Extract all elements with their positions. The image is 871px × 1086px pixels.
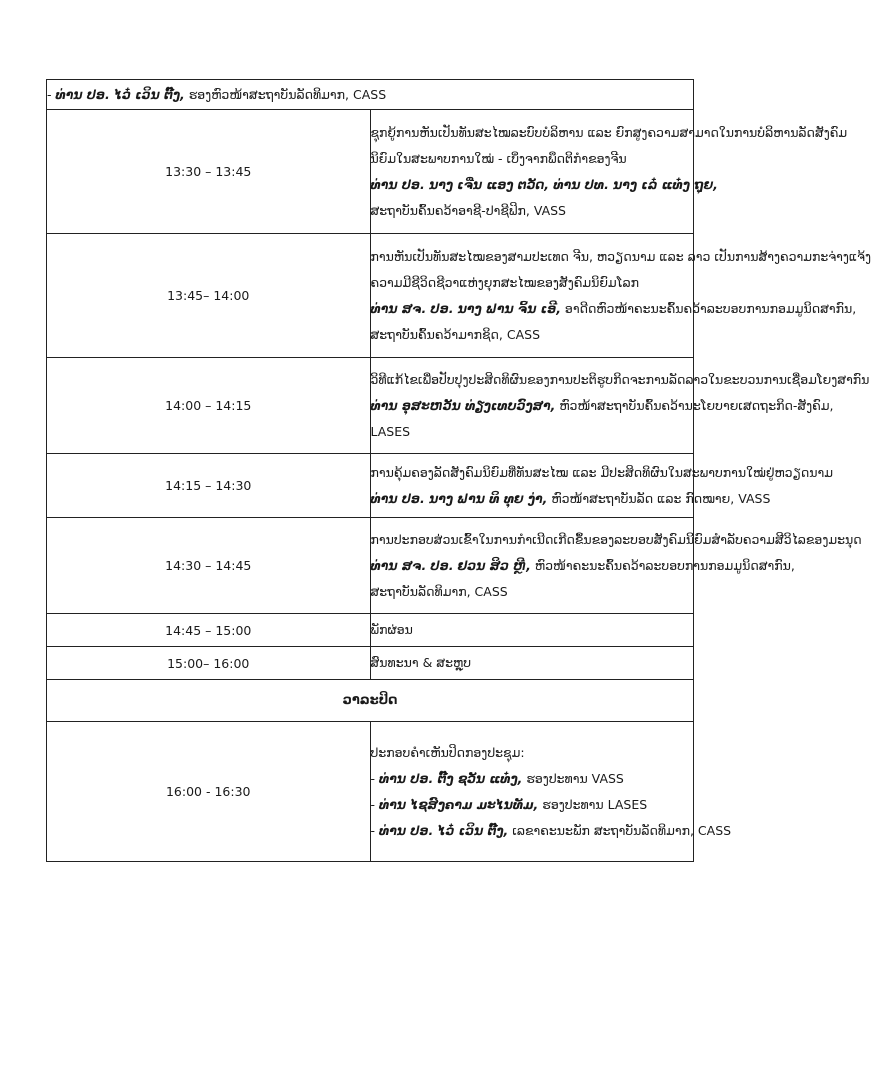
speaker-name: ທ່ານ ປອ. ໄວ໋ ເວິນ ຕົ໊ງ,	[55, 86, 185, 102]
speaker-name: ທ່ານ ສຈ. ປອ. ຢວນ ສິວ ຫຼີ,	[370, 557, 531, 573]
schedule-row	[47, 614, 694, 647]
content-line	[371, 650, 694, 676]
session-content	[370, 722, 732, 862]
session-content	[370, 358, 870, 454]
bullet-dash: -	[370, 796, 379, 812]
time-slot: 13:30 – 13:45	[47, 110, 371, 234]
content-line	[370, 393, 834, 419]
speaker-name: ທ່ານ ປອ. ຕົ໊ງ ຊວັນ ແທ໋ງ,	[378, 770, 523, 786]
content-line	[370, 460, 833, 486]
content-line	[371, 766, 694, 792]
line-text: ສະຖາບັນລັດທິມາກ, CASS	[370, 583, 508, 599]
schedule-row	[47, 722, 694, 862]
line-text: ຫົວໜ້າຄະນະຄົ້ນຄວ້າລະບອບການກອມມູນິດສາກົນ,	[530, 557, 795, 573]
line-text: ນິຍົມໃນສະພາບການໃໝ່ - ເບິ່ງຈາກພຶດຕິກຳຂອງຈີນ	[370, 150, 627, 166]
line-text: ສະຖາບັນຄົ້ນຄວ້າອາຊີ-ປາຊີຟິກ, VASS	[370, 202, 566, 218]
session-content	[370, 234, 871, 358]
line-text: ຄວາມມີຊີວິດຊີວາແຫ່ງຍຸກສະໄໝຂອງສັງຄົມນິຍົມໂລກ	[370, 274, 639, 290]
content-line	[370, 527, 862, 553]
line-text: ການຄຸ້ມຄອງລັດສັງຄົມນິຍົມທີ່ທັນສະໄໝ ແລະ ມີປະສິດທິຜົນໃນສະພາບການໃໝ່ຢູ່ຫວຽດນາມ	[370, 464, 833, 480]
schedule-row	[47, 358, 694, 454]
line-text: ວິທີແກ້ໄຂເພື່ອປັບປຸງປະສິດທິຜົນຂອງການປະຕິຮູບກິດຈະການລັດລາວໃນຂະບວນການເຊື່ອມໂຍງສາກົນ	[370, 371, 870, 387]
line-text: ເລຂາຄະນະພັກ ສະຖາບັນລັດທິມາກ, CASS	[508, 822, 732, 838]
speaker-name: ທ່ານ ປອ. ນາງ ຟານ ທິ ທຸຍ ງ່າ,	[370, 490, 548, 506]
content-line	[371, 617, 694, 643]
schedule-row	[47, 454, 694, 518]
full-width-cell	[47, 80, 694, 110]
section-heading-row	[47, 680, 694, 722]
content-line	[371, 792, 694, 818]
content-line	[371, 740, 694, 766]
line-text: ຮອງປະທານ LASES	[538, 796, 648, 812]
schedule-row	[47, 234, 694, 358]
schedule-row	[47, 647, 694, 680]
time-slot: 13:45– 14:00	[47, 234, 371, 358]
schedule-body	[47, 80, 871, 862]
content-line	[370, 172, 718, 198]
speaker-name: ທ່ານ ອຸສະຫວັນ ທ່ຽງເທບວົງສາ,	[370, 397, 556, 413]
time-slot: 15:00– 16:00	[47, 647, 371, 680]
line-text: ປະກອບຄຳເຫັນປິດກອງປະຊຸມ:	[370, 744, 525, 760]
content-line	[370, 244, 871, 270]
content-line	[47, 82, 693, 108]
content-line	[370, 818, 732, 844]
content-line	[370, 553, 795, 579]
time-slot: 14:30 – 14:45	[47, 518, 371, 614]
session-content	[370, 518, 862, 614]
content-line	[371, 198, 694, 224]
line-text: ຮອງຫົວໜ້າສະຖາບັນລັດທິມາກ, CASS	[184, 86, 387, 102]
session-content	[370, 614, 694, 647]
content-line	[371, 322, 694, 348]
line-text: ຮອງປະທານ VASS	[522, 770, 624, 786]
line-text: ການຫັນເປັນທັນສະໄໝຂອງສາມປະເທດ ຈີນ, ຫວຽດນາມ ແລະ ລາວ ເປັນການສ້າງຄວາມກະຈ່າງແຈ້ງ	[370, 248, 871, 264]
session-content	[370, 647, 694, 680]
session-content	[370, 110, 848, 234]
session-content	[370, 454, 833, 518]
time-slot: 14:00 – 14:15	[47, 358, 371, 454]
content-line	[370, 296, 857, 322]
schedule-table	[46, 79, 871, 862]
speaker-name: ທ່ານ ສຈ. ປອ. ນາງ ຟານ ຈິ້ນ ເອີ,	[370, 300, 561, 316]
bullet-dash: -	[370, 770, 379, 786]
line-text: ອາດີດຫົວໜ້າຄະນະຄົ້ນຄວ້າລະບອບການກອມມູນິດສາກົນ,	[560, 300, 857, 316]
content-line	[370, 120, 848, 146]
content-line	[371, 419, 694, 445]
schedule-row	[47, 518, 694, 614]
time-slot: 14:45 – 15:00	[47, 614, 371, 647]
speaker-name: ທ່ານ ໄຊສົງຄາມ ມະໄນທັມ,	[378, 796, 539, 812]
speaker-name: ທ່ານ ປອ. ນາງ ເຈີ່ນ ແອງ ຕວັດ, ທ່ານ ປທ. ນາງ ເລ໋ ແທ໋ງ ຖຸຍ,	[370, 176, 718, 192]
bullet-dash: -	[370, 822, 379, 838]
line-text: ຫົວໜ້າສະຖາບັນລັດ ແລະ ກົດໝາຍ, VASS	[547, 490, 771, 506]
schedule-row	[47, 80, 694, 110]
content-line	[371, 270, 694, 296]
content-line	[370, 486, 771, 512]
time-slot: 14:15 – 14:30	[47, 454, 371, 518]
time-slot: 16:00 - 16:30	[47, 722, 371, 862]
line-text: ການປະກອບສ່ວນເຂົ້າໃນການກຳເນີດເກີດຂຶ້ນຂອງລະບອບສັງຄົມນິຍົມສຳລັບຄວາມສີວິໄລຂອງມະນຸດ	[370, 531, 862, 547]
line-text: ຊຸກຍູ້ການຫັນເປັນທັນສະໄໝລະບົບບໍລິຫານ ແລະ ຍົກສູງຄວາມສາມາດໃນການບໍລິຫານລັດສັງຄົມ	[370, 124, 848, 140]
line-text: LASES	[370, 423, 411, 439]
bullet-dash: -	[47, 86, 56, 102]
content-line	[370, 367, 870, 393]
schedule-row	[47, 110, 694, 234]
line-text: ຫົວໜ້າສະຖາບັນຄົ້ນຄວ້ານະໂຍບາຍເສດຖະກິດ-ສັງຄົມ,	[555, 397, 834, 413]
content-line	[371, 146, 694, 172]
line-text: ສະຖາບັນຄົ້ນຄວ້າມາກຊິດ, CASS	[370, 326, 541, 342]
closing-session-heading: ວາລະປິດ	[47, 680, 694, 722]
line-text: ສົນທະນາ & ສະຫຼຸບ	[370, 655, 472, 670]
content-line	[371, 579, 694, 605]
line-text: ພັກຜ່ອນ	[370, 622, 413, 637]
speaker-name: ທ່ານ ປອ. ໄວ໋ ເວິນ ຕົ໊ງ,	[378, 822, 509, 838]
